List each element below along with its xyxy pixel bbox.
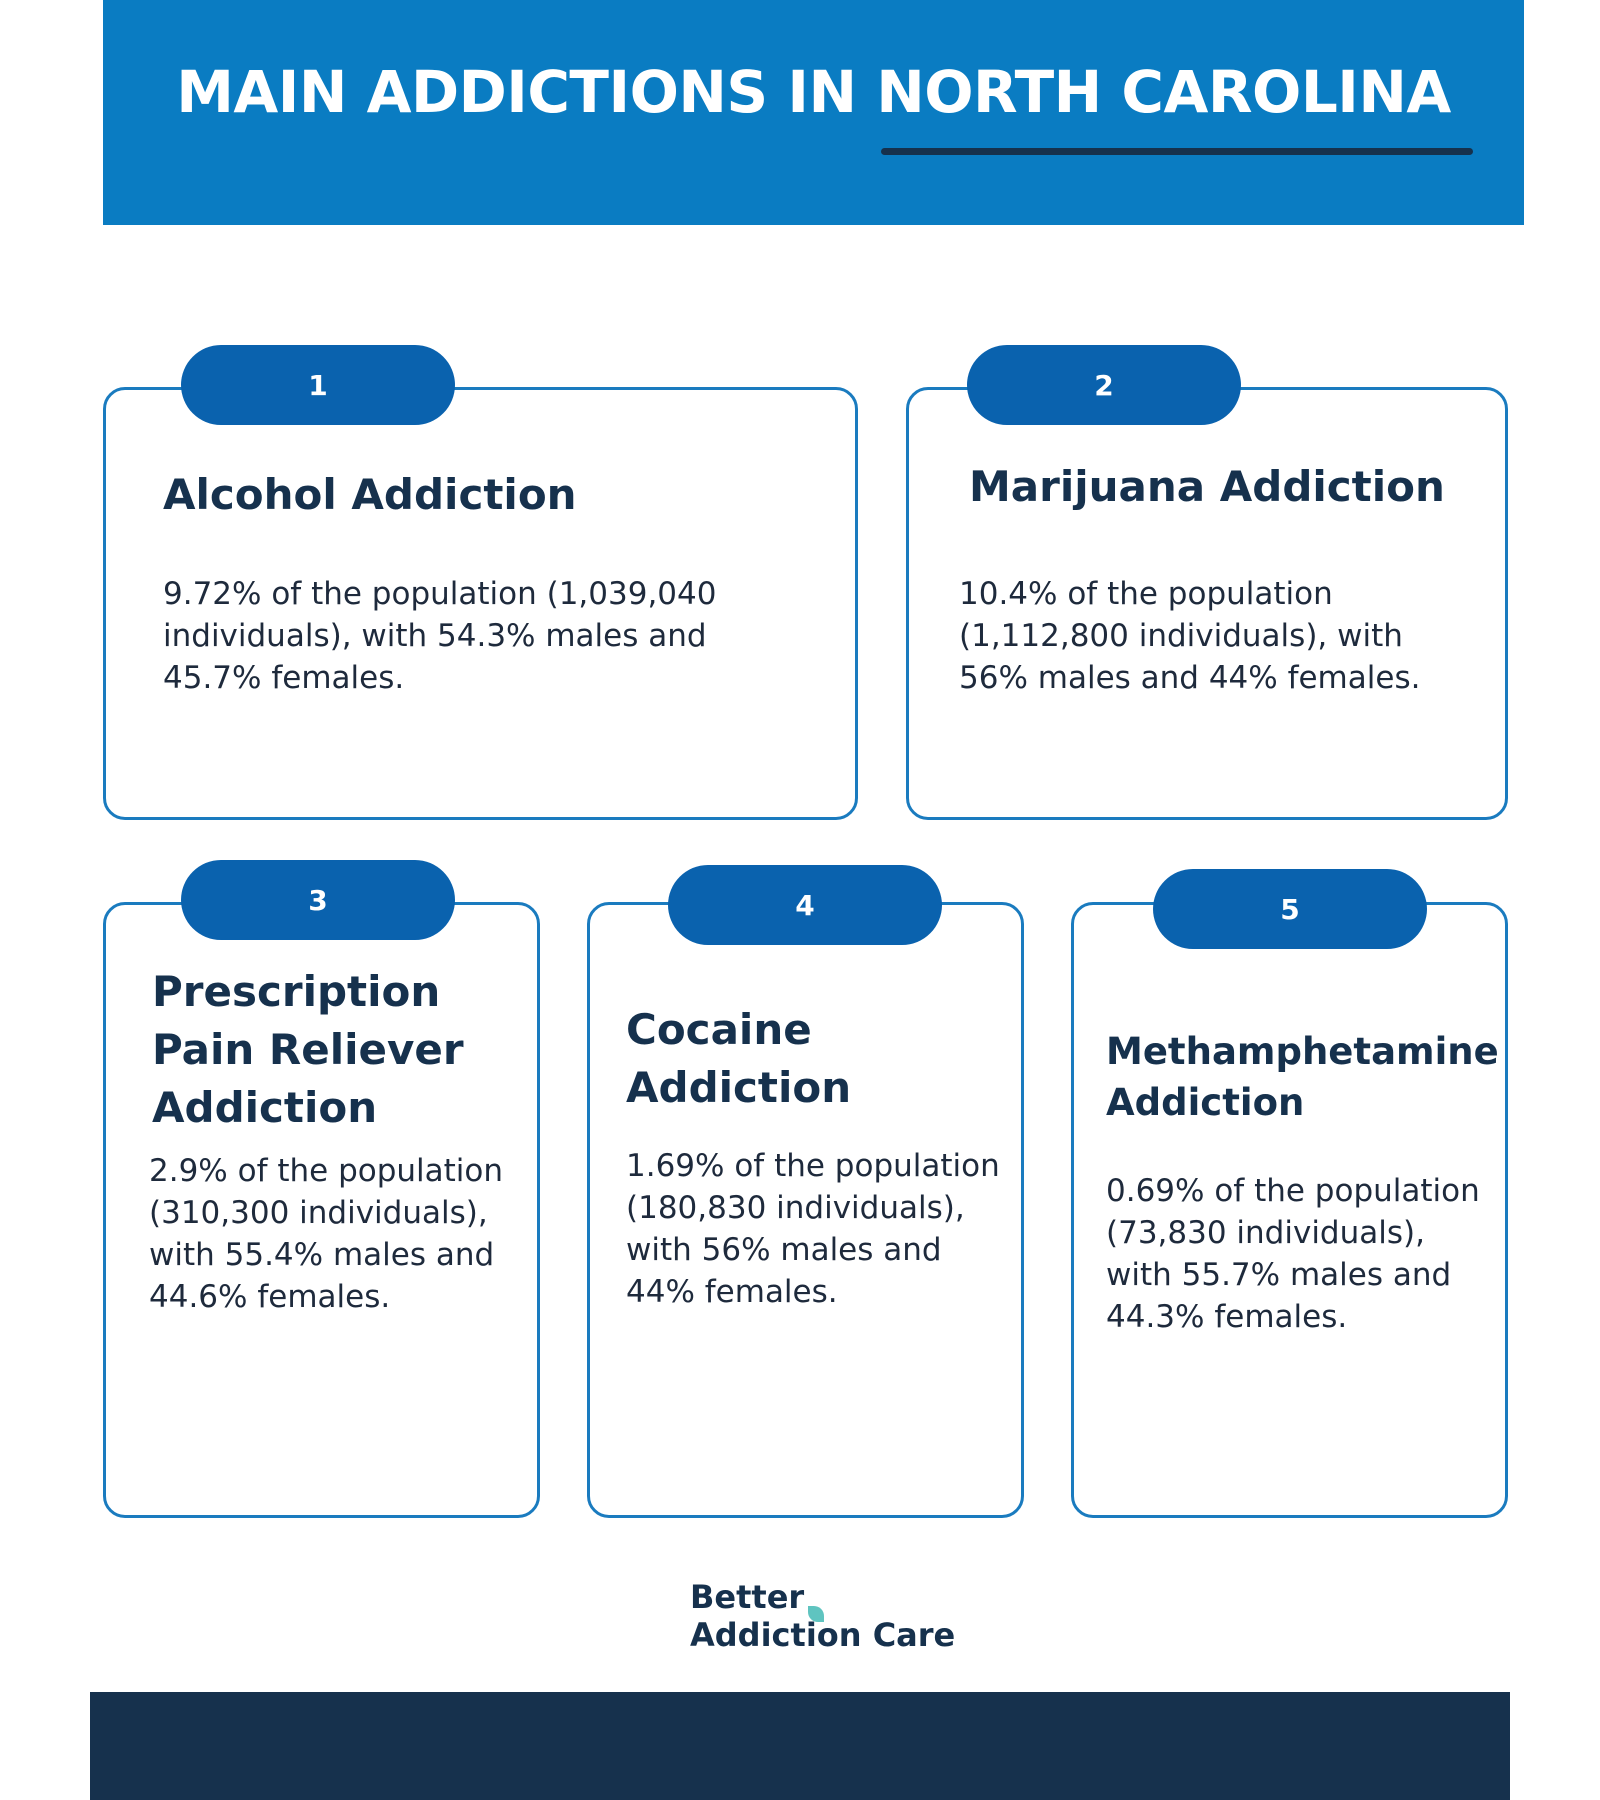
logo-line-1: Better [690,1578,805,1616]
card-body: 0.69% of the population (73,830 individuals), with 55.7% males and 44.3% females. [1106,1173,1480,1335]
card-prescription-pain-reliever-addiction [103,902,540,1518]
title-underline [881,148,1473,155]
better-addiction-care-logo [690,1578,970,1658]
card-cocaine-addiction [587,902,1024,1518]
card-body: 1.69% of the population (180,830 individuals), with 56% males and 44% females. [626,1148,1000,1310]
card-title: Marijuana Addiction [969,462,1445,511]
card-marijuana-addiction [906,387,1508,820]
card-body: 2.9% of the population (310,300 individuals), with 55.4% males and 44.6% females. [149,1153,504,1315]
header-banner [103,0,1524,225]
card-title: Cocaine Addiction [626,1005,852,1112]
logo-line-2: Addiction Care [690,1616,956,1654]
card-alcohol-addiction [103,387,858,820]
card-title: Alcohol Addiction [163,470,577,519]
rank-badge-5: 5 [1153,869,1427,949]
card-methamphetamine-addiction [1071,902,1508,1518]
card-title: Prescription Pain Reliever Addiction [152,967,464,1132]
page-title: MAIN ADDICTIONS IN NORTH CAROLINA [176,58,1451,126]
rank-badge-2: 2 [967,345,1241,425]
card-body: 9.72% of the population (1,039,040 individuals), with 54.3% males and 45.7% females. [163,576,717,696]
rank-badge-1: 1 [181,345,455,425]
card-title: Methamphetamine Addiction [1106,1030,1499,1124]
footer-band [90,1692,1510,1800]
rank-badge-3: 3 [181,860,455,940]
rank-badge-4: 4 [668,865,942,945]
card-body: 10.4% of the population (1,112,800 individuals), with 56% males and 44% females. [959,576,1421,696]
